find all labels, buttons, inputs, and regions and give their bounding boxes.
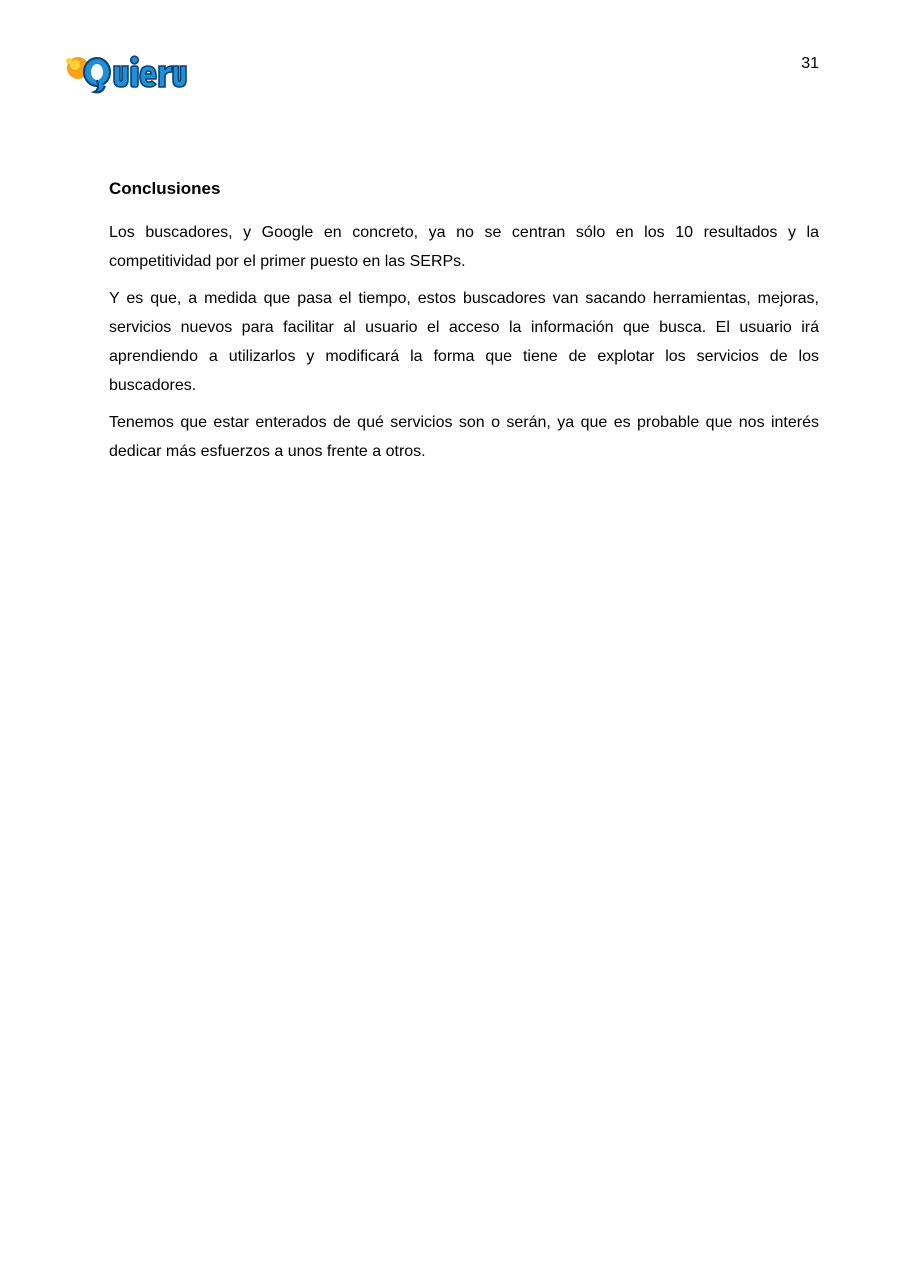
quieru-logo (64, 50, 188, 96)
paragraph-2: Y es que, a medida que pasa el tiempo, estos buscadores van sacando herramientas, mejoras, servicios nuevos para facilitar al usuario el acceso la información que busca. El usuario irá aprendiendo a utilizarlos y modificará la forma que tiene de explotar los servicios de los buscadores. (109, 290, 819, 394)
document-body (109, 178, 819, 474)
paragraph-1: Los buscadores, y Google en concreto, ya no se centran sólo en los 10 resultados y la competitividad por el primer puesto en las SERPs. (109, 224, 819, 270)
quieru-logo-icon (64, 50, 188, 96)
page-number: 31 (801, 55, 819, 72)
paragraph-3: Tenemos que estar enterados de qué servicios son o serán, ya que es probable que nos interés dedicar más esfuerzos a unos frente a otros. (109, 414, 819, 460)
section-heading: Conclusiones (109, 179, 221, 198)
